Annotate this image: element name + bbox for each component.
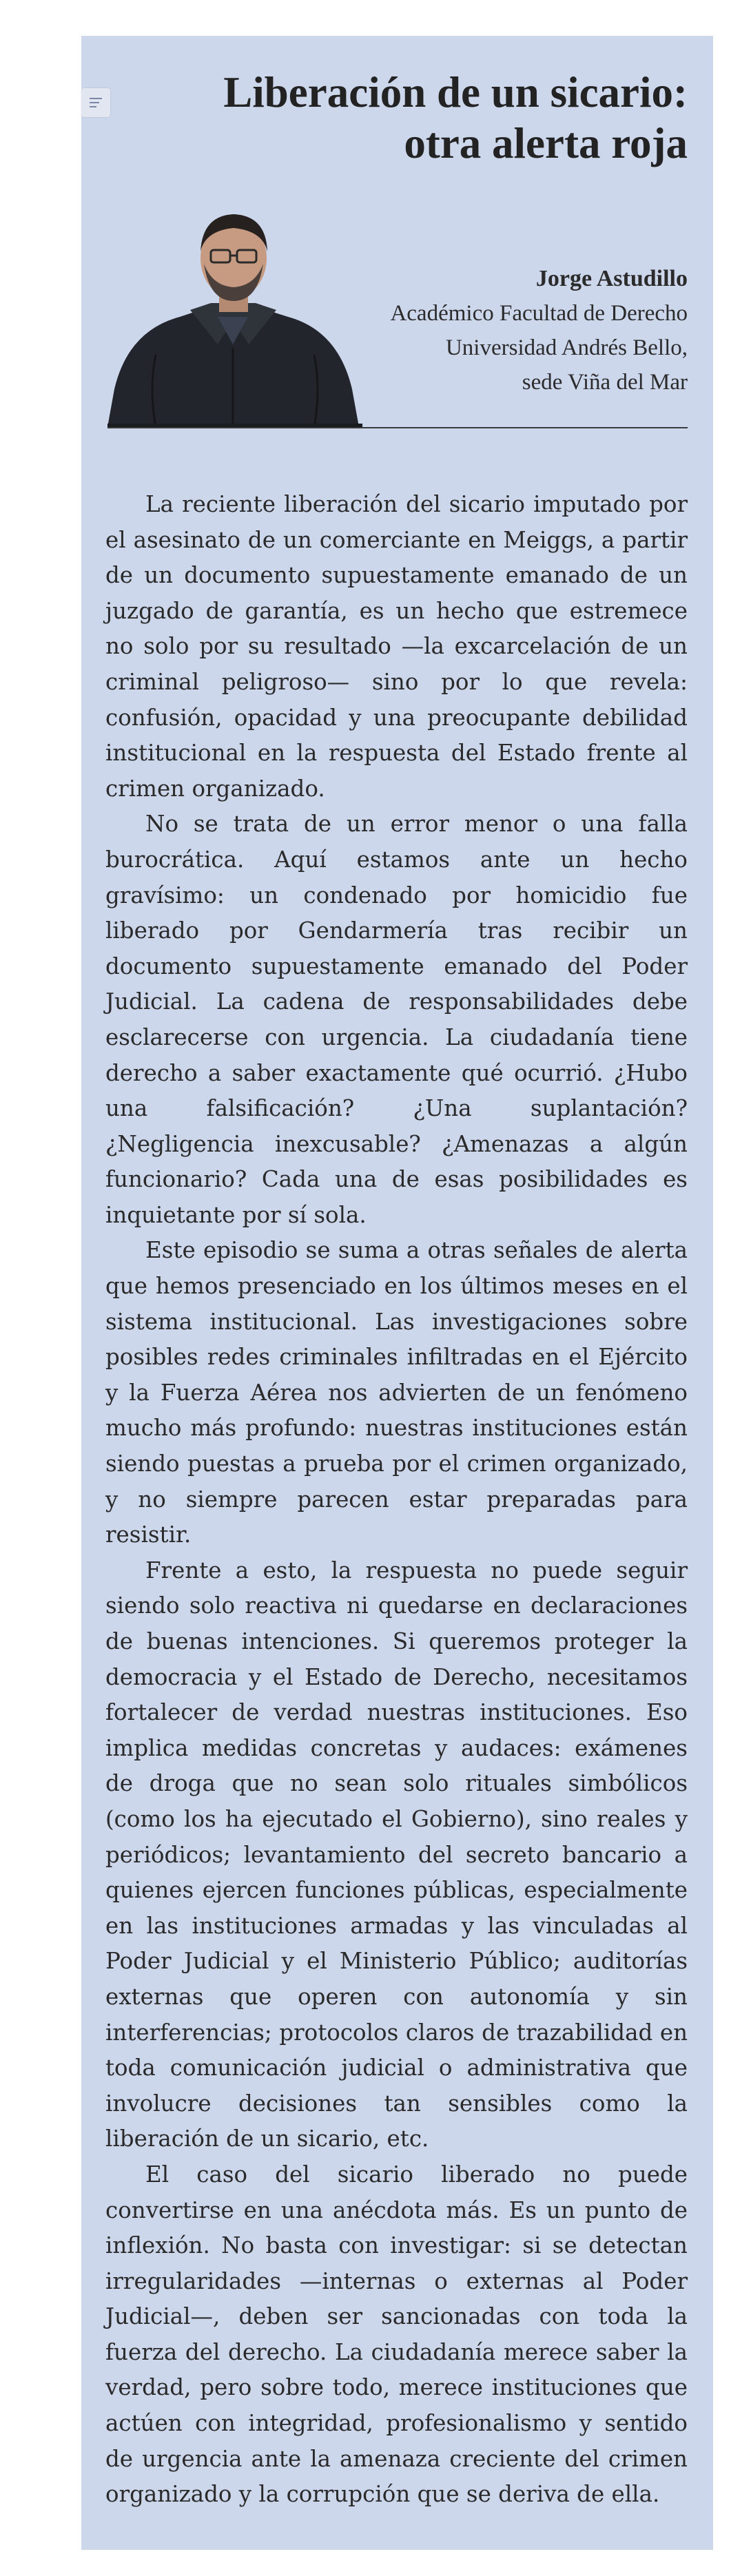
article-title-line-1: Liberación de un sicario: [223,68,688,116]
menu-icon[interactable] [81,88,110,117]
article-paragraph-1: La reciente liberación del sicario imputado por el asesinato de un comerciante en Meiggs, a partir de un documento supuestamente emanado de un juzgado de garantía, es un hecho que estremece no solo por su resultado —la excarcelación de un criminal peligroso— sino por lo que revela: confusión, opacidad y una preocupante debilidad institucional en la respuesta del Estado frente al crimen organizado. [105,491,688,802]
article-paragraph-2: No se trata de un error menor o una falla burocrática. Aquí estamos ante un hecho gravísimo: un condenado por homicidio fue liberado por Gendarmería tras recibir un documento supuestamente emanado del Poder Judicial. La cadena de responsabilidades debe esclarecerse con urgencia. La ciudadanía tiene derecho a saber exactamente qué ocurrió. ¿Hubo una falsificación? ¿Una suplantación? ¿Negligencia inexcusable? ¿Amenazas a algún funcionario? Cada una de esas posibilidades es inquietante por sí sola. [105,811,688,1228]
article-body [105,487,688,2513]
author-institution: Universidad Andrés Bello, [445,335,688,360]
article-title-line-2: otra alerta roja [404,119,688,167]
author-byline [390,262,688,399]
article-title [223,67,688,169]
article-paragraph-4: Frente a esto, la respuesta no puede seguir siendo solo reactiva ni quedarse en declaraciones de buenas intenciones. Si queremos proteger la democracia y el Estado de Derecho, necesitamos fortalecer de verdad nuestras instituciones. Eso implica medidas concretas y audaces: exámenes de droga que no sean solo rituales simbólicos (como los ha ejecutado el Gobierno), sino reales y periódicos; levantamiento del secreto bancario a quienes ejercen funciones públicas, especialmente en las instituciones armadas y las vinculadas al Poder Judicial y el Ministerio Público; auditorías externas que operen con autonomía y sin interferencias; protocolos claros de trazabilidad en toda comunicación judicial o administrativa que involucre decisiones tan sensibles como la liberación de un sicario, etc. [105,1557,688,2152]
author-campus: sede Viña del Mar [522,370,688,395]
article-paragraph-3: Este episodio se suma a otras señales de alerta que hemos presenciado en los últimos meses en el sistema institucional. Las investigaciones sobre posibles redes criminales infiltradas en el Ejército y la Fuerza Aérea nos advierten de un fenómeno mucho más profundo: nuestras instituciones están siendo puestas a prueba por el crimen organizado, y no siempre parecen estar preparadas para resistir. [105,1237,688,1548]
article-paragraph-5: El caso del sicario liberado no puede convertirse en una anécdota más. Es un punto de inflexión. No basta con investigar: si se detectan irregularidades —internas o externas al Poder Judicial—, deben ser sancionadas con toda la fuerza del derecho. La ciudadanía merece saber la verdad, pero sobre todo, merece instituciones que actúen con integridad, profesionalismo y sentido de urgencia ante la amenaza creciente del crimen organizado y la corrupción que se deriva de ella. [105,2161,688,2508]
author-role: Académico Facultad de Derecho [390,301,688,326]
author-photo [107,183,362,427]
article-card [81,36,713,2550]
header-divider [107,427,688,428]
author-name: Jorge Astudillo [535,266,688,291]
